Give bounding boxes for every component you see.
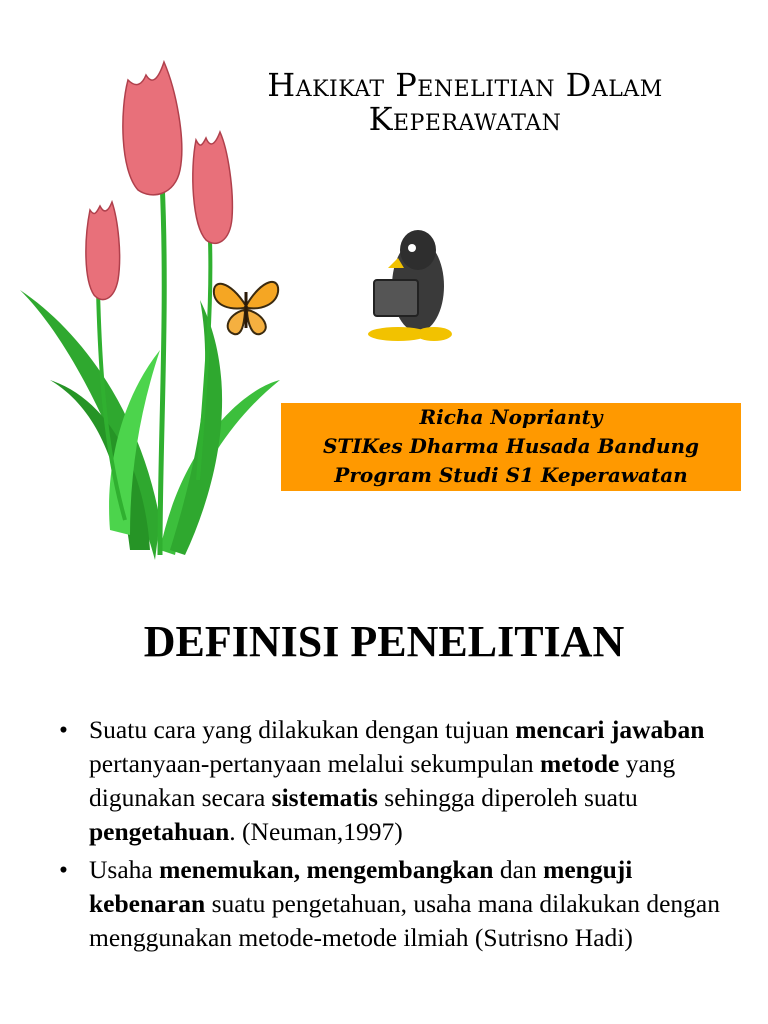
bold-text: menguji kebenaran	[89, 855, 633, 918]
text: sehingga diperoleh suatu	[377, 783, 638, 812]
author-institution: STIKes Dharma Husada Bandung	[322, 434, 700, 458]
bold-text: pengetahuan	[89, 817, 230, 846]
bold-text: mencari jawaban	[515, 715, 705, 744]
bullet-item-1	[55, 713, 735, 849]
title-line-2: Keperawatan	[368, 100, 562, 138]
bold-text: menemukan, mengembangkan	[159, 855, 494, 884]
bold-text: metode	[540, 749, 620, 778]
definition-slide	[0, 580, 768, 1024]
bold-text: sistematis	[271, 783, 378, 812]
text: . (Neuman,1997)	[229, 817, 403, 846]
butterfly-icon	[210, 270, 282, 342]
author-name: Richa Noprianty	[419, 405, 603, 429]
text: suatu pengetahuan, usaha mana dilakukan dengan menggunakan metode-metode ilmiah (Sutrisno Hadi)	[89, 889, 720, 952]
author-program: Program Studi S1 Keperawatan	[334, 463, 688, 487]
bullet-list	[55, 713, 735, 959]
text: Usaha	[89, 855, 160, 884]
text: Suatu cara yang dilakukan dengan tujuan	[89, 715, 516, 744]
presentation-title	[150, 68, 768, 136]
text: pertanyaan-pertanyaan melalui sekumpulan	[89, 749, 541, 778]
penguin-laptop-icon	[358, 222, 462, 350]
text: yang digunakan secara	[89, 749, 676, 812]
text: dan	[493, 855, 544, 884]
slide-title: DEFINISI PENELITIAN	[143, 617, 625, 666]
bullet-item-2	[55, 853, 735, 955]
title-line-1: Hakikat Penelitian Dalam	[267, 66, 663, 104]
author-info-box	[281, 403, 741, 491]
